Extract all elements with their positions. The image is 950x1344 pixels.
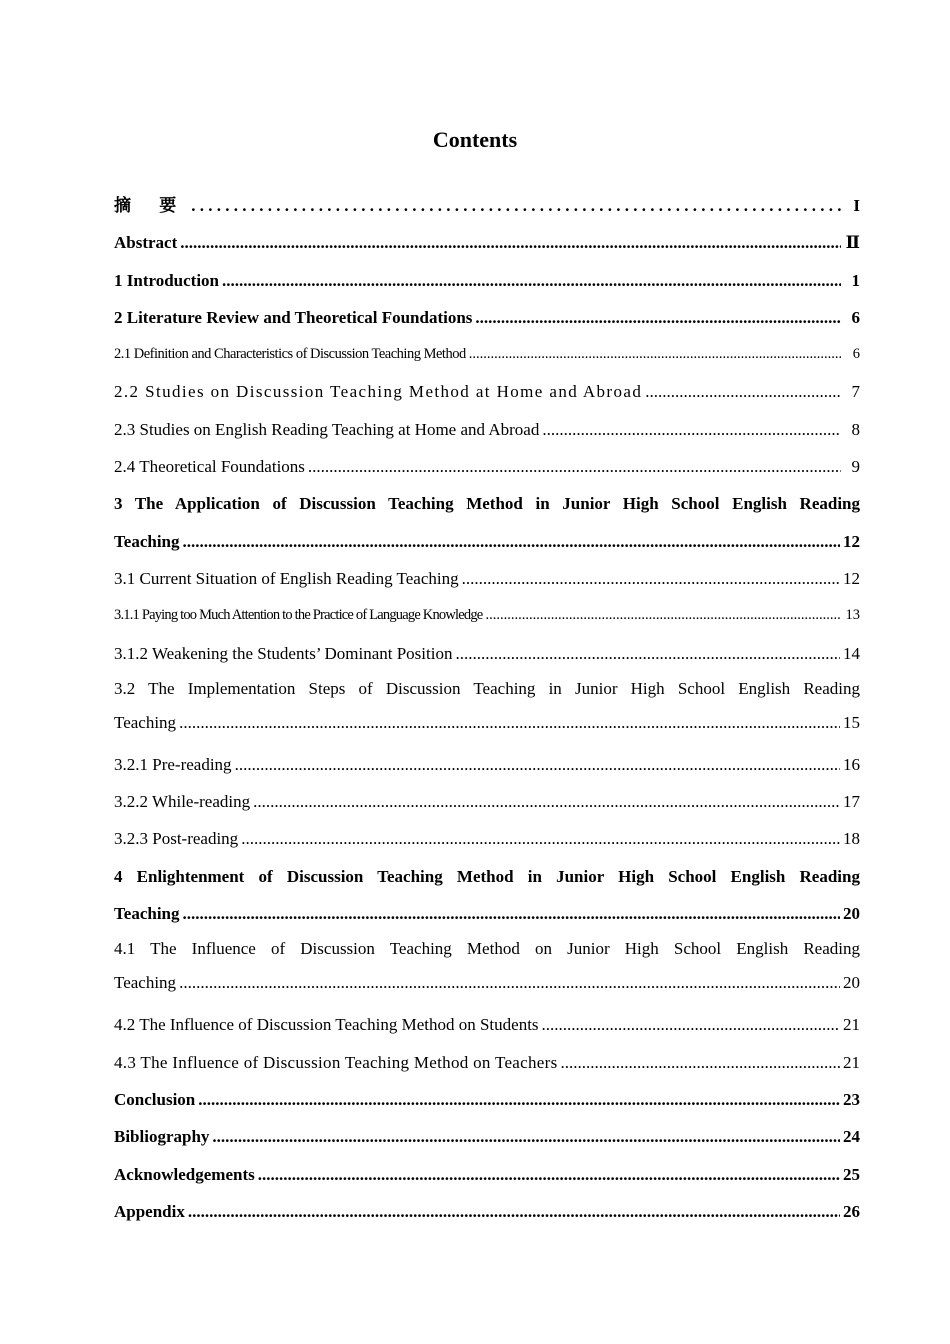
toc-entry-section-3-1[interactable] (114, 560, 860, 597)
toc-page-number: 14 (843, 643, 860, 663)
toc-entry-label: 3.1.2 Weakening the Students’ Dominant Position (114, 643, 453, 663)
dot-leader (542, 411, 841, 448)
toc-entry-label-line1: 3.2 The Implementation Steps of Discussion Teaching in Junior High School English Reading (114, 678, 860, 698)
toc-page-number: 21 (843, 1052, 860, 1072)
toc-page-number: 16 (843, 754, 860, 774)
toc-entry-section-4-3[interactable] (114, 1044, 860, 1081)
toc-entry-section-4-1[interactable] (114, 932, 860, 1006)
dot-leader (179, 966, 840, 1000)
dot-leader (179, 706, 840, 740)
toc-page-number: 12 (843, 531, 860, 551)
toc-entry-section-2-2[interactable] (114, 373, 860, 410)
toc-entry-label-line2: Teaching (114, 712, 177, 732)
toc-entry-section-4-2[interactable] (114, 1006, 860, 1043)
toc-entry-section-2-4[interactable] (114, 448, 860, 485)
toc-entry-label: 4.3 The Influence of Discussion Teaching Method on Teachers (114, 1052, 558, 1072)
toc-page-number: 26 (843, 1201, 860, 1221)
toc-entry-section-3-2[interactable] (114, 672, 860, 746)
toc-page-number: 20 (843, 973, 860, 993)
toc-page-number: 25 (843, 1164, 860, 1184)
toc-entry-appendix[interactable] (114, 1193, 860, 1230)
toc-entry-label: 3.2.2 While-reading (114, 792, 251, 812)
toc-entry-label: Bibliography (114, 1127, 210, 1147)
toc-page-number: 12 (843, 568, 860, 588)
toc-entry-label-line2: Teaching (114, 904, 180, 924)
table-of-contents (114, 187, 860, 1230)
page-title: Contents (432, 127, 518, 152)
toc-page-number: 1 (851, 270, 860, 290)
toc-entry-label: Conclusion (114, 1089, 196, 1109)
toc-entry-label-line1: 4 Enlightenment of Discussion Teaching Method in Junior High School English Reading (114, 866, 860, 886)
dot-leader (253, 783, 840, 820)
dot-leader (241, 820, 840, 857)
toc-page-number: Ⅱ (845, 233, 860, 253)
toc-entry-label: 3.2.3 Post-reading (114, 829, 239, 849)
dot-leader (188, 1193, 840, 1230)
toc-entry-label: Acknowledgements (114, 1164, 255, 1184)
dot-leader (485, 597, 841, 634)
toc-page-number: 8 (851, 419, 860, 439)
toc-page-number: 13 (845, 607, 860, 624)
toc-entry-label: 2.2 Studies on Discussion Teaching Method at Home and Abroad (114, 382, 643, 402)
toc-entry-label: 2 Literature Review and Theoretical Foundations (114, 307, 473, 327)
toc-page-number: 17 (843, 792, 860, 812)
toc-entry-abstract-chinese[interactable] (114, 187, 860, 224)
toc-page-number: 15 (843, 712, 860, 732)
toc-page-number: 6 (851, 307, 860, 327)
dot-leader (469, 336, 841, 373)
dot-leader (462, 560, 840, 597)
toc-entry-label-line1: 4.1 The Influence of Discussion Teaching Method on Junior High School English Reading (114, 939, 860, 959)
dot-leader (180, 224, 841, 261)
toc-entry-section-2-1[interactable] (114, 336, 860, 373)
toc-entry-chapter-3[interactable] (114, 485, 860, 560)
dot-leader (191, 187, 841, 224)
toc-entry-conclusion[interactable] (114, 1081, 860, 1118)
toc-entry-label: 4.2 The Influence of Discussion Teaching Method on Students (114, 1015, 539, 1035)
toc-entry-label-line1: 3 The Application of Discussion Teaching Method in Junior High School English Reading (114, 494, 860, 514)
toc-entry-label: 2.3 Studies on English Reading Teaching at Home and Abroad (114, 419, 540, 439)
toc-entry-label: Abstract (114, 233, 178, 253)
dot-leader (183, 523, 840, 560)
toc-entry-label-line2: Teaching (114, 973, 177, 993)
toc-entry-label: 3.2.1 Pre-reading (114, 754, 232, 774)
dot-leader (475, 299, 841, 336)
dot-leader (561, 1044, 840, 1081)
toc-entry-acknowledgements[interactable] (114, 1156, 860, 1193)
toc-entry-section-3-1-1[interactable] (114, 597, 860, 634)
toc-page-number: 9 (851, 457, 860, 477)
dot-leader (308, 448, 841, 485)
toc-entry-label: 3.1.1 Paying too Much Attention to the Practice of Language Knowledge (114, 607, 483, 624)
toc-page-number: 20 (843, 904, 860, 924)
toc-page-number: I (853, 196, 860, 215)
dot-leader (258, 1156, 840, 1193)
toc-entry-introduction[interactable] (114, 262, 860, 299)
toc-entry-label: 2.4 Theoretical Foundations (114, 457, 305, 477)
dot-leader (222, 262, 841, 299)
toc-entry-abstract[interactable] (114, 224, 860, 261)
toc-page-number: 21 (843, 1015, 860, 1035)
dot-leader (183, 895, 840, 932)
toc-entry-section-3-2-1[interactable] (114, 746, 860, 783)
toc-entry-label: 摘 要 (114, 196, 189, 215)
toc-page-number: 24 (843, 1127, 860, 1147)
toc-entry-section-3-2-3[interactable] (114, 820, 860, 857)
toc-page-number: 18 (843, 829, 860, 849)
toc-entry-label: Appendix (114, 1201, 185, 1221)
dot-leader (198, 1081, 840, 1118)
toc-entry-chapter-2[interactable] (114, 299, 860, 336)
toc-entry-bibliography[interactable] (114, 1118, 860, 1155)
toc-entry-chapter-4[interactable] (114, 858, 860, 933)
toc-page-number: 23 (843, 1089, 860, 1109)
toc-page-number: 7 (851, 382, 860, 402)
dot-leader (542, 1006, 840, 1043)
toc-page-number: 6 (852, 346, 860, 363)
dot-leader (645, 373, 841, 410)
toc-entry-section-2-3[interactable] (114, 411, 860, 448)
dot-leader (235, 746, 840, 783)
toc-entry-label: 3.1 Current Situation of English Reading Teaching (114, 568, 459, 588)
toc-entry-label: 2.1 Definition and Characteristics of Discussion Teaching Method (114, 346, 466, 363)
dot-leader (455, 635, 840, 672)
dot-leader (212, 1118, 840, 1155)
toc-entry-section-3-1-2[interactable] (114, 635, 860, 672)
toc-entry-section-3-2-2[interactable] (114, 783, 860, 820)
toc-entry-label: 1 Introduction (114, 270, 220, 290)
toc-entry-label-line2: Teaching (114, 531, 180, 551)
